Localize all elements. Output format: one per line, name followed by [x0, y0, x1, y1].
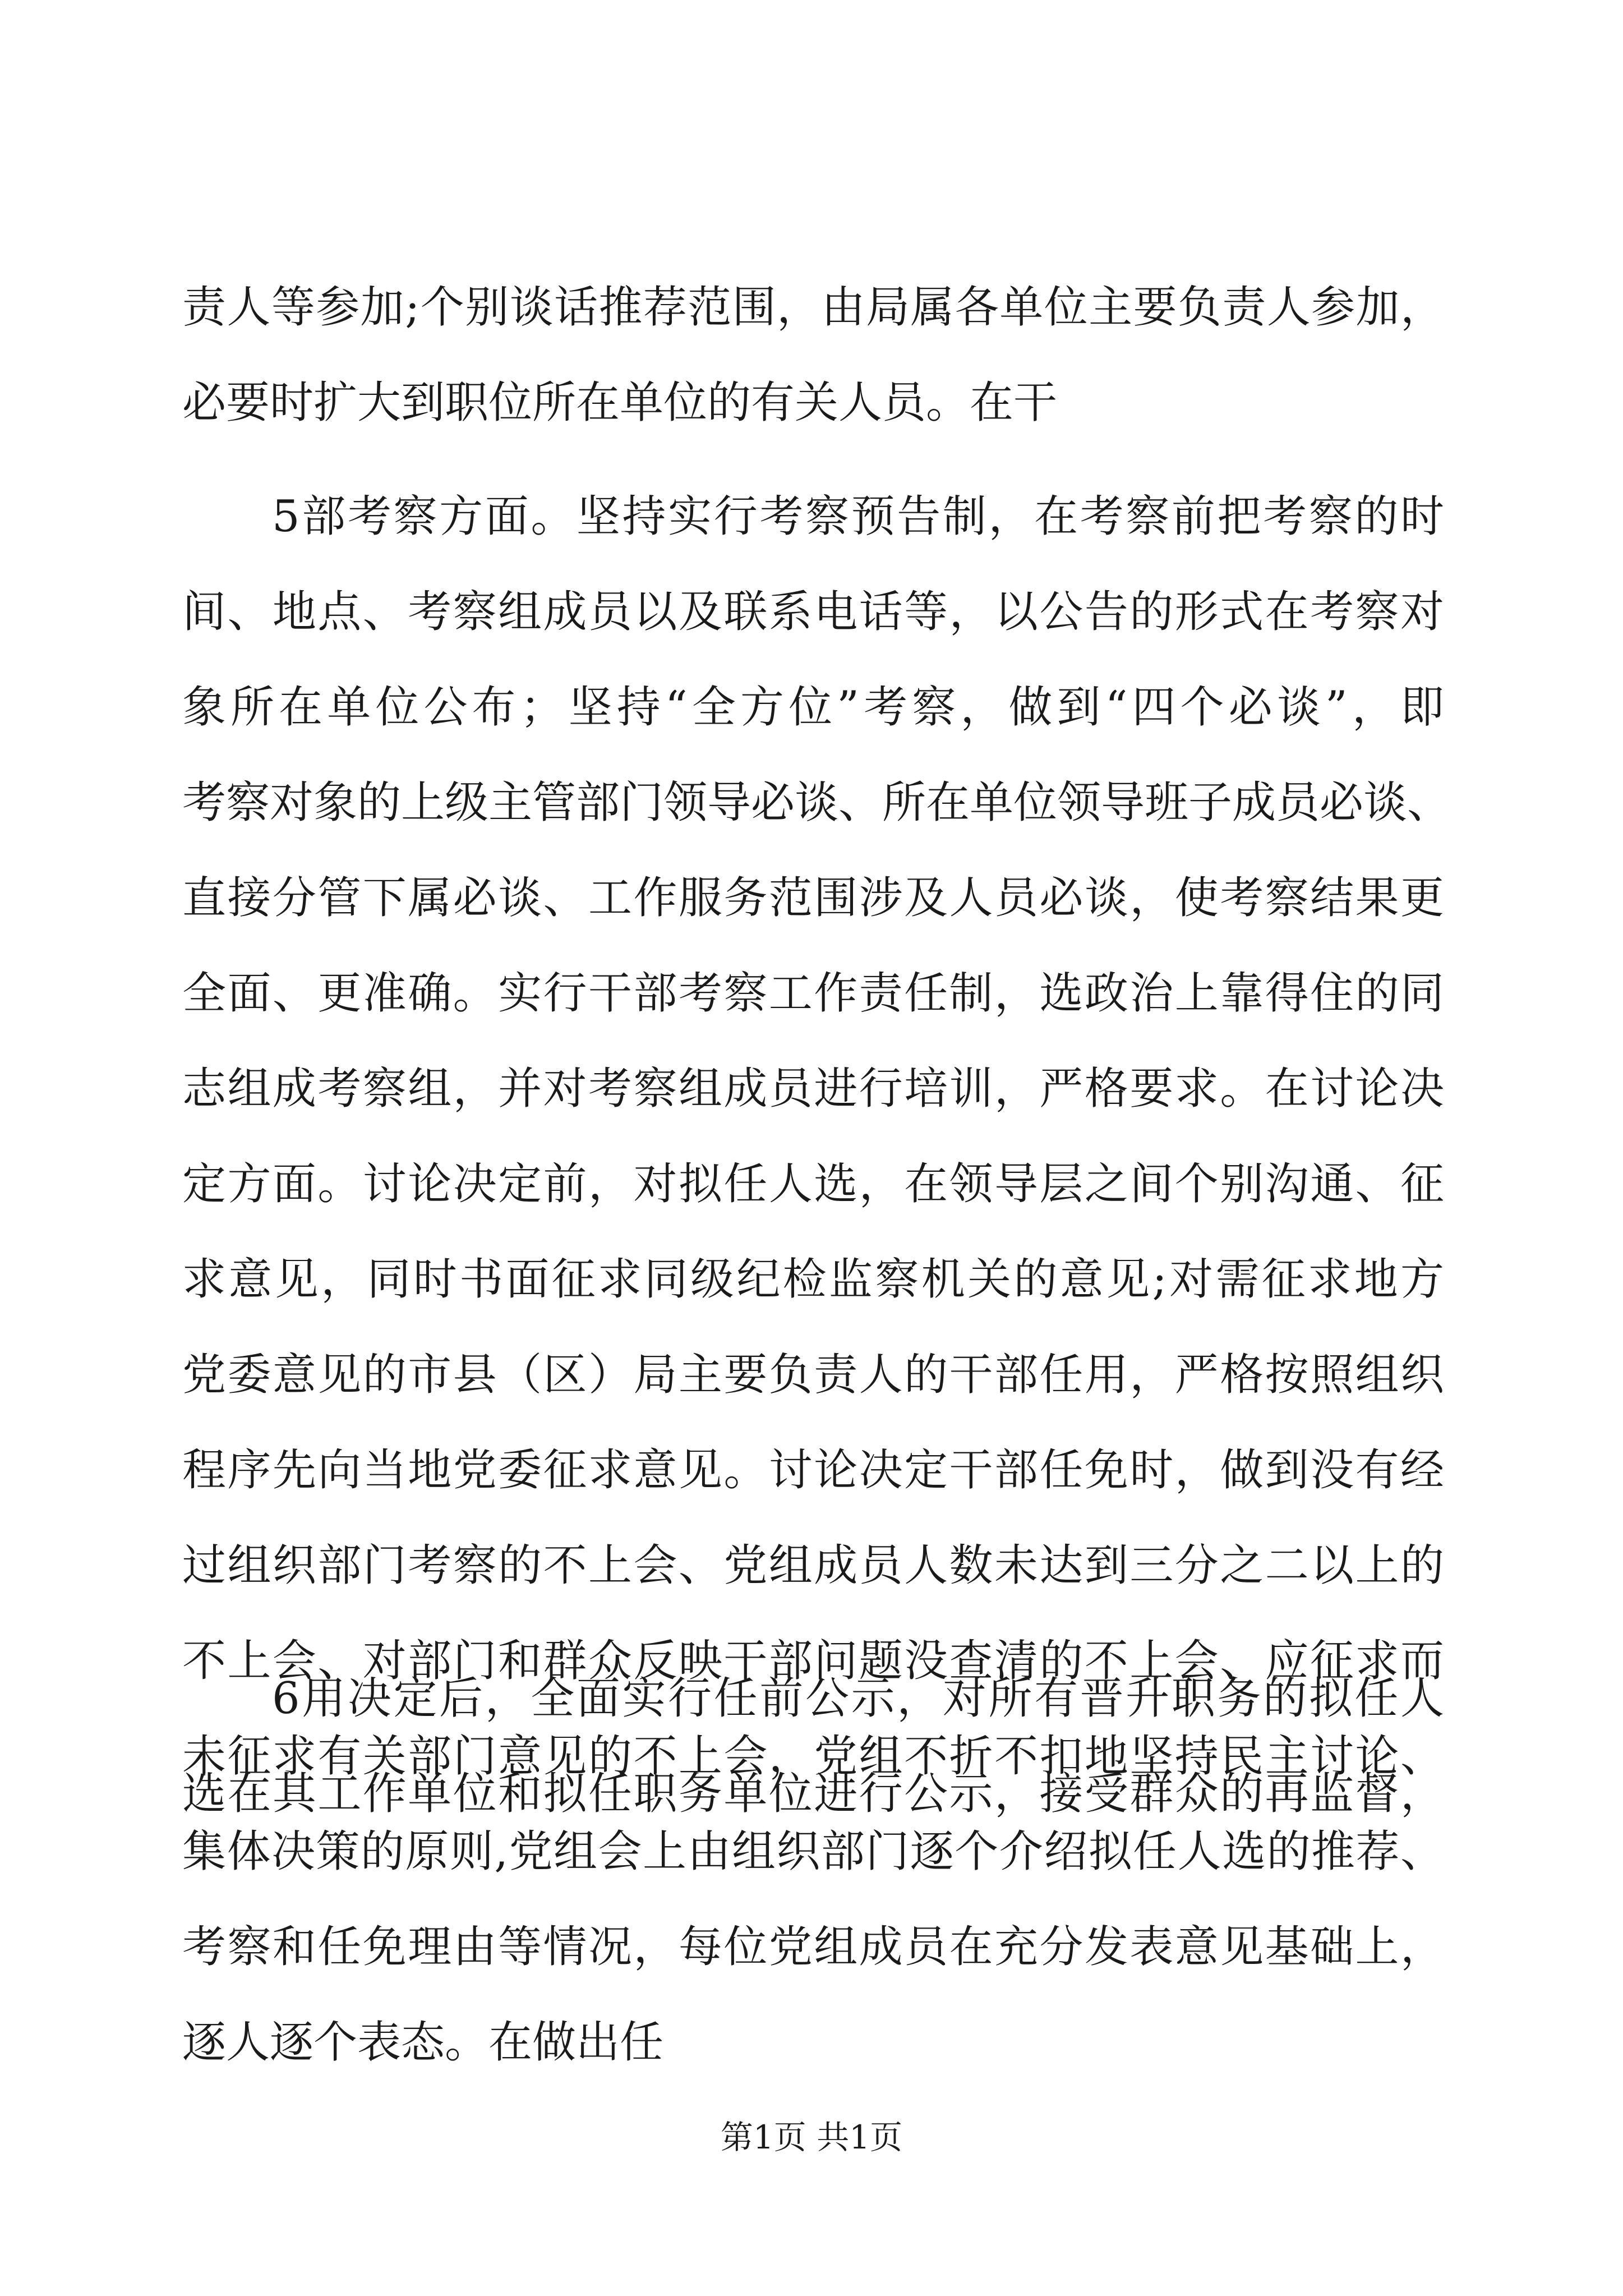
text-line: 责人等参加;个别谈话推荐范围，由局属各单位主要负责人参加， [182, 282, 1445, 333]
text-line: 考察对象的上级主管部门领导必谈、所在单位领导班子成员必谈、 [182, 777, 1451, 828]
text-line: 过组织部门考察的不上会、党组成员人数未达到三分之二以上的 [182, 1540, 1444, 1591]
page-number-label: 第1页 共1页 [720, 2118, 903, 2156]
text-line: 志组成考察组，并对考察组成员进行培训，严格要求。在讨论决 [182, 1064, 1444, 1114]
text-line: 求意见，同时书面征求同级纪检监察机关的意见;对需征求地方 [182, 1254, 1444, 1305]
text-line: 6用决定后，全面实行任前公示，对所有晋升职务的拟任人 [272, 1673, 1444, 1724]
text-line: 逐人逐个表态。在做出任 [182, 2017, 664, 2068]
text-line: 间、地点、考察组成员以及联系电话等，以公告的形式在考察对 [182, 587, 1444, 637]
paragraph-2 [182, 469, 1451, 2090]
text-line: 集体决策的原则,党组会上由组织部门逐个介绍拟任人选的推荐、 [182, 1826, 1444, 1877]
text-line: 不上会、对部门和群众反映干部问题没查清的不上会、应征求而 [182, 1636, 1444, 1686]
text-line: 选在其工作单位和拟任职务单位进行公示，接受群众的再监督， [182, 1769, 1444, 1819]
text-line: 5部考察方面。坚持实行考察预告制，在考察前把考察的时 [272, 491, 1444, 542]
text-line: 党委意见的市县（区）局主要负责人的干部任用，严格按照组织 [182, 1350, 1444, 1400]
paragraph-1 [182, 260, 1444, 450]
text-line: 直接分管下属必谈、工作服务范围涉及人员必谈，使考察结果更 [182, 873, 1444, 923]
text-line: 定方面。讨论决定前，对拟任人选，在领导层之间个别沟通、征 [182, 1159, 1444, 1209]
text-line: 考察和任免理由等情况，每位党组成员在充分发表意见基础上， [182, 1922, 1444, 1972]
text-line: 必要时扩大到职位所在单位的有关人员。在干 [182, 378, 1058, 428]
paragraph-3 [182, 1651, 1444, 1842]
text-line: 全面、更准确。实行干部考察工作责任制，选政治上靠得住的同 [182, 968, 1444, 1019]
page-footer [0, 2115, 1623, 2160]
text-line: 程序先向当地党委征求意见。讨论决定干部任免时，做到没有经 [182, 1445, 1444, 1496]
text-line: 未征求有关部门意见的不上会，党组不折不扣地坚持民主讨论、 [182, 1731, 1444, 1782]
text-line: 象所在单位公布；坚持“全方位”考察，做到“四个必谈”，即 [182, 682, 1444, 733]
